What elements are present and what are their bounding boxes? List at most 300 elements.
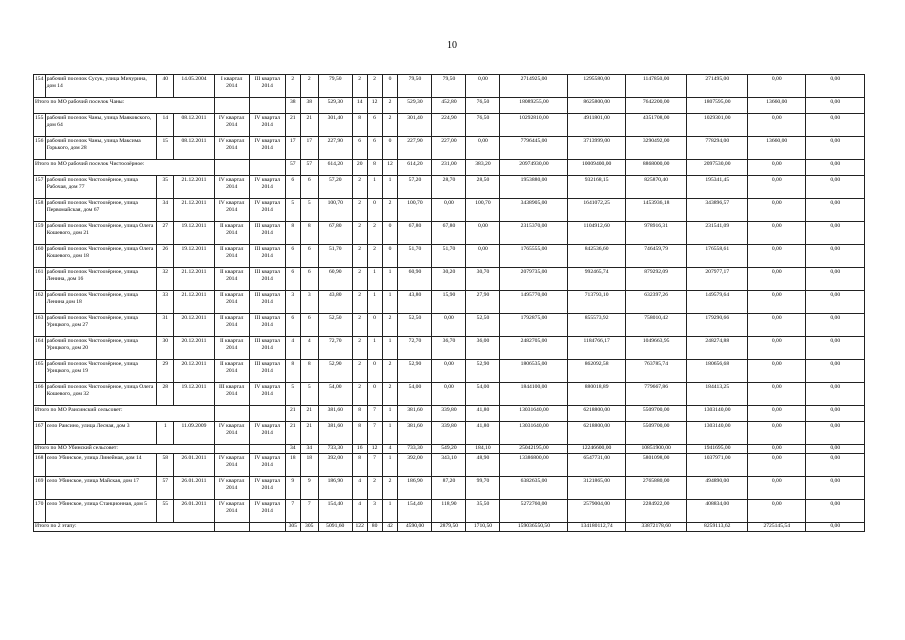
value-cell: 614,20: [398, 160, 432, 176]
value-cell: 3713999,00: [568, 137, 625, 160]
value-cell: 3: [367, 500, 382, 523]
value-cell: 0: [367, 383, 382, 406]
start-quarter-cell: II квартал 2014: [214, 268, 249, 291]
value-cell: 7: [367, 422, 382, 445]
value-cell: 301,40: [318, 114, 352, 137]
value-cell: 339,80: [432, 422, 466, 445]
total-label-cell: Итого по 2 этапу:: [34, 523, 215, 532]
value-cell: 3290492,00: [625, 137, 687, 160]
value-cell: 2: [382, 477, 398, 500]
value-cell: 52,50: [466, 314, 500, 337]
value-cell: 6: [285, 268, 300, 291]
value-cell: 2879,50: [432, 523, 466, 532]
value-cell: 763785,74: [625, 360, 687, 383]
value-cell: 34: [300, 445, 318, 454]
value-cell: 0,00: [748, 114, 806, 137]
value-cell: 0: [367, 199, 382, 222]
value-cell: 6: [285, 245, 300, 268]
value-cell: 186,90: [318, 477, 352, 500]
value-cell: 8868000,00: [625, 160, 687, 176]
value-cell: 13031640,00: [500, 406, 568, 422]
value-cell: 16: [352, 445, 367, 454]
table-row: [34, 477, 865, 500]
address-cell: село Убинское, улица Линейная, дом 14: [45, 454, 157, 477]
value-cell: 1295580,00: [568, 75, 625, 98]
value-cell: 1147850,00: [625, 75, 687, 98]
value-cell: 179290,66: [687, 314, 748, 337]
value-cell: 343,10: [432, 454, 466, 477]
value-cell: 1: [367, 291, 382, 314]
value-cell: 79,50: [398, 75, 432, 98]
value-cell: 186,90: [398, 477, 432, 500]
date-cell: 19.12.2011: [174, 245, 214, 268]
value-cell: 2765880,00: [625, 477, 687, 500]
value-cell: 2: [382, 114, 398, 137]
value-cell: 2: [367, 245, 382, 268]
value-cell: 8: [285, 360, 300, 383]
value-cell: 1: [382, 422, 398, 445]
value-cell: 0: [382, 245, 398, 268]
value-cell: 758010,42: [625, 314, 687, 337]
value-cell: 13386800,00: [500, 454, 568, 477]
value-cell: 2: [367, 75, 382, 98]
start-quarter-cell: II квартал 2014: [214, 245, 249, 268]
value-cell: 0,00: [748, 477, 806, 500]
doc-number-cell: 15: [157, 137, 174, 160]
address-cell: рабочий поселок Сусук, улица Мичурина, дом 14: [45, 75, 157, 98]
value-cell: 381,60: [398, 422, 432, 445]
value-cell: 0,00: [806, 454, 865, 477]
value-cell: 0,00: [748, 199, 806, 222]
table-row: [34, 176, 865, 199]
start-quarter-cell: IV квартал 2014: [214, 199, 249, 222]
date-cell: 26.01.2011: [174, 500, 214, 523]
row-number: 166: [34, 383, 46, 406]
value-cell: 57: [285, 160, 300, 176]
value-cell: 0,00: [748, 422, 806, 445]
table-total-row: [34, 98, 865, 114]
row-number: 161: [34, 268, 46, 291]
value-cell: 18089255,00: [500, 98, 568, 114]
value-cell: 2: [352, 314, 367, 337]
value-cell: 2: [352, 222, 367, 245]
value-cell: 0,00: [748, 268, 806, 291]
row-number: 165: [34, 360, 46, 383]
value-cell: 0,00: [806, 314, 865, 337]
row-number: 168: [34, 454, 46, 477]
value-cell: 0,00: [466, 75, 500, 98]
page-number: 10: [447, 40, 457, 51]
table-row: [34, 454, 865, 477]
table-row: [34, 360, 865, 383]
value-cell: 733,30: [318, 445, 352, 454]
end-quarter-cell: III квартал 2014: [249, 360, 285, 383]
row-number: 170: [34, 500, 46, 523]
value-cell: 0,00: [806, 383, 865, 406]
empty-cell: [249, 98, 285, 114]
value-cell: 0,00: [806, 114, 865, 137]
end-quarter-cell: IV квартал 2014: [249, 114, 285, 137]
value-cell: 8: [352, 454, 367, 477]
value-cell: 529,30: [318, 98, 352, 114]
value-cell: 118,90: [432, 500, 466, 523]
value-cell: 248274,88: [687, 337, 748, 360]
start-quarter-cell: IV квартал 2014: [214, 114, 249, 137]
value-cell: 0,00: [748, 222, 806, 245]
value-cell: 41,80: [466, 406, 500, 422]
value-cell: 67,80: [318, 222, 352, 245]
total-label-cell: Итого по МО Убинский сельсовет:: [34, 445, 215, 454]
empty-cell: [249, 160, 285, 176]
value-cell: 6: [285, 176, 300, 199]
value-cell: 0,00: [432, 314, 466, 337]
start-quarter-cell: IV квартал 2014: [214, 176, 249, 199]
value-cell: 6218800,00: [568, 422, 625, 445]
value-cell: 746459,79: [625, 245, 687, 268]
value-cell: 12246600,00: [568, 445, 625, 454]
value-cell: 0,00: [748, 383, 806, 406]
value-cell: 224,90: [432, 114, 466, 137]
table-row: [34, 314, 865, 337]
value-cell: 7: [367, 454, 382, 477]
value-cell: 0,00: [806, 523, 865, 532]
row-number: 154: [34, 75, 46, 98]
address-cell: рабочий поселок Чистоозёрное, улица Олега Кошевого, дом 21: [45, 222, 157, 245]
doc-number-cell: 29: [157, 360, 174, 383]
start-quarter-cell: II квартал 2014: [214, 337, 249, 360]
value-cell: 6: [300, 176, 318, 199]
value-cell: 7: [300, 500, 318, 523]
value-cell: 0: [367, 314, 382, 337]
value-cell: 8625800,00: [568, 98, 625, 114]
value-cell: 0,00: [806, 199, 865, 222]
address-cell: рабочий поселок Чистоозёрное, улица Рабочая, дом 77: [45, 176, 157, 199]
value-cell: 21: [285, 406, 300, 422]
address-cell: село Раисино, улица Лесная, дом 3: [45, 422, 157, 445]
row-number: 164: [34, 337, 46, 360]
date-cell: 19.12.2011: [174, 222, 214, 245]
value-cell: 778294,00: [687, 137, 748, 160]
value-cell: 0,00: [748, 445, 806, 454]
value-cell: 992465,74: [568, 268, 625, 291]
value-cell: 87,20: [432, 477, 466, 500]
date-cell: 20.12.2011: [174, 314, 214, 337]
end-quarter-cell: IV квартал 2014: [249, 422, 285, 445]
address-cell: рабочий поселок Чаны, улица Максима Горького, дом 28: [45, 137, 157, 160]
value-cell: 8: [367, 160, 382, 176]
value-cell: 18: [285, 454, 300, 477]
value-cell: 80: [367, 523, 382, 532]
value-cell: 1495770,00: [500, 291, 568, 314]
date-cell: 19.12.2011: [174, 383, 214, 406]
value-cell: 2482705,00: [500, 337, 568, 360]
value-cell: 12: [367, 98, 382, 114]
value-cell: 2: [352, 176, 367, 199]
value-cell: 2714925,00: [500, 75, 568, 98]
value-cell: 6: [300, 245, 318, 268]
end-quarter-cell: III квартал 2014: [249, 245, 285, 268]
value-cell: 7796445,00: [500, 137, 568, 160]
value-cell: 0,00: [806, 245, 865, 268]
value-cell: 57: [300, 160, 318, 176]
address-cell: рабочий поселок Чистоозёрное, улица Ленина, дом 16: [45, 268, 157, 291]
value-cell: 1641072,25: [568, 199, 625, 222]
value-cell: 51,70: [398, 245, 432, 268]
address-cell: село Убинское, улица Майская, дом 17: [45, 477, 157, 500]
value-cell: 18: [300, 454, 318, 477]
value-cell: 9: [285, 477, 300, 500]
value-cell: 6: [285, 314, 300, 337]
end-quarter-cell: III квартал 2014: [249, 222, 285, 245]
value-cell: 17: [285, 137, 300, 160]
empty-cell: [214, 445, 249, 454]
doc-number-cell: 31: [157, 314, 174, 337]
table-row: [34, 337, 865, 360]
value-cell: 408834,00: [687, 500, 748, 523]
value-cell: 2: [352, 268, 367, 291]
start-quarter-cell: IV квартал 2014: [214, 422, 249, 445]
value-cell: 52,90: [318, 360, 352, 383]
doc-number-cell: 27: [157, 222, 174, 245]
date-cell: 14.05.2004: [174, 75, 214, 98]
doc-number-cell: 32: [157, 268, 174, 291]
value-cell: 79,50: [318, 75, 352, 98]
value-cell: 60,90: [398, 268, 432, 291]
start-quarter-cell: IV квартал 2014: [214, 500, 249, 523]
total-label-cell: Итого по МО рабочий поселок Чистоозёрное:: [34, 160, 215, 176]
end-quarter-cell: III квартал 2014: [249, 291, 285, 314]
value-cell: 932168,15: [568, 176, 625, 199]
value-cell: 1303140,00: [687, 422, 748, 445]
value-cell: 57,20: [398, 176, 432, 199]
doc-number-cell: 58: [157, 454, 174, 477]
value-cell: 4590,00: [398, 523, 432, 532]
value-cell: 0,00: [432, 383, 466, 406]
value-cell: 2097530,00: [687, 160, 748, 176]
value-cell: 21: [285, 422, 300, 445]
doc-number-cell: 30: [157, 337, 174, 360]
value-cell: 176558,61: [687, 245, 748, 268]
value-cell: 0,00: [748, 176, 806, 199]
value-cell: 8: [285, 222, 300, 245]
value-cell: 1: [382, 337, 398, 360]
date-cell: 21.12.2011: [174, 176, 214, 199]
value-cell: 1: [382, 268, 398, 291]
end-quarter-cell: IV квартал 2014: [249, 454, 285, 477]
value-cell: 381,60: [318, 406, 352, 422]
row-number: 155: [34, 114, 46, 137]
value-cell: 99,70: [466, 477, 500, 500]
value-cell: 4: [352, 477, 367, 500]
value-cell: 8: [300, 360, 318, 383]
value-cell: 48,90: [466, 454, 500, 477]
empty-cell: [249, 445, 285, 454]
value-cell: 392,00: [398, 454, 432, 477]
value-cell: 28,70: [432, 176, 466, 199]
value-cell: 1941695,00: [687, 445, 748, 454]
value-cell: 180656,68: [687, 360, 748, 383]
row-number: 158: [34, 199, 46, 222]
value-cell: 0,00: [748, 406, 806, 422]
value-cell: 21: [300, 422, 318, 445]
value-cell: 27,90: [466, 291, 500, 314]
value-cell: 713793,10: [568, 291, 625, 314]
value-cell: 15,90: [432, 291, 466, 314]
value-cell: 2: [352, 75, 367, 98]
value-cell: 4: [285, 337, 300, 360]
end-quarter-cell: IV квартал 2014: [249, 176, 285, 199]
value-cell: 231,00: [432, 160, 466, 176]
value-cell: 0,00: [806, 98, 865, 114]
value-cell: 60,90: [318, 268, 352, 291]
row-number: 160: [34, 245, 46, 268]
value-cell: 0,00: [806, 422, 865, 445]
row-number: 159: [34, 222, 46, 245]
value-cell: 2: [382, 360, 398, 383]
value-cell: 35,50: [466, 500, 500, 523]
value-cell: 72,70: [318, 337, 352, 360]
value-cell: 1303140,00: [687, 406, 748, 422]
total-label-cell: Итого по МО рабочий поселок Чаны:: [34, 98, 215, 114]
value-cell: 52,50: [318, 314, 352, 337]
start-quarter-cell: I квартал 2014: [214, 75, 249, 98]
empty-cell: [249, 523, 285, 532]
value-cell: 54,00: [318, 383, 352, 406]
table-row: [34, 114, 865, 137]
value-cell: 100,70: [318, 199, 352, 222]
value-cell: 30,20: [432, 268, 466, 291]
date-cell: 26.01.2011: [174, 477, 214, 500]
date-cell: 11.09.2009: [174, 422, 214, 445]
value-cell: 2: [352, 337, 367, 360]
value-cell: 134180112,74: [568, 523, 625, 532]
value-cell: 0,00: [748, 245, 806, 268]
value-cell: 614,20: [318, 160, 352, 176]
value-cell: 2: [382, 383, 398, 406]
date-cell: 21.12.2011: [174, 291, 214, 314]
end-quarter-cell: IV квартал 2014: [249, 500, 285, 523]
end-quarter-cell: IV квартал 2014: [249, 199, 285, 222]
table-total-row: [34, 523, 865, 532]
value-cell: 21: [285, 114, 300, 137]
value-cell: 0,00: [466, 137, 500, 160]
value-cell: 1: [367, 268, 382, 291]
value-cell: 632397,26: [625, 291, 687, 314]
value-cell: 6: [300, 314, 318, 337]
value-cell: 52,90: [398, 360, 432, 383]
row-number: 156: [34, 137, 46, 160]
doc-number-cell: 33: [157, 291, 174, 314]
value-cell: 100,70: [466, 199, 500, 222]
date-cell: 20.12.2011: [174, 337, 214, 360]
value-cell: 52,90: [466, 360, 500, 383]
date-cell: 26.01.2011: [174, 454, 214, 477]
value-cell: 1953880,00: [500, 176, 568, 199]
row-number: 163: [34, 314, 46, 337]
value-cell: 33872178,60: [625, 523, 687, 532]
value-cell: 0,00: [806, 137, 865, 160]
value-cell: 28,50: [466, 176, 500, 199]
value-cell: 54,00: [398, 383, 432, 406]
value-cell: 10009400,00: [568, 160, 625, 176]
value-cell: 879292,09: [625, 268, 687, 291]
end-quarter-cell: III квартал 2014: [249, 75, 285, 98]
value-cell: 227,00: [432, 137, 466, 160]
row-number: 157: [34, 176, 46, 199]
value-cell: 13660,00: [748, 98, 806, 114]
address-cell: рабочий поселок Чистоозёрное, улица Первомайская, дом 67: [45, 199, 157, 222]
value-cell: 0,00: [748, 454, 806, 477]
value-cell: 0,00: [748, 314, 806, 337]
table-total-row: [34, 445, 865, 454]
value-cell: 4351708,00: [625, 114, 687, 137]
value-cell: 5091,60: [318, 523, 352, 532]
date-cell: 08.12.2011: [174, 137, 214, 160]
empty-cell: [214, 98, 249, 114]
start-quarter-cell: III квартал 2014: [214, 383, 249, 406]
value-cell: 0,00: [806, 477, 865, 500]
start-quarter-cell: IV квартал 2014: [214, 137, 249, 160]
value-cell: 1: [367, 176, 382, 199]
value-cell: 5509700,00: [625, 422, 687, 445]
date-cell: 08.12.2011: [174, 114, 214, 137]
value-cell: 1792875,00: [500, 314, 568, 337]
value-cell: 184413,25: [687, 383, 748, 406]
value-cell: 38: [300, 98, 318, 114]
value-cell: 0,00: [806, 500, 865, 523]
value-cell: 21: [300, 114, 318, 137]
table-row: [34, 383, 865, 406]
value-cell: 10851900,00: [625, 445, 687, 454]
value-cell: 305: [300, 523, 318, 532]
value-cell: 1453936,18: [625, 199, 687, 222]
value-cell: 1: [382, 500, 398, 523]
value-cell: 195341,45: [687, 176, 748, 199]
doc-number-cell: 26: [157, 245, 174, 268]
value-cell: 842536,60: [568, 245, 625, 268]
value-cell: 10292810,00: [500, 114, 568, 137]
value-cell: 1104912,60: [568, 222, 625, 245]
value-cell: 6: [367, 114, 382, 137]
value-cell: 41,80: [466, 422, 500, 445]
doc-number-cell: 28: [157, 383, 174, 406]
value-cell: 6547731,00: [568, 454, 625, 477]
value-cell: 12: [382, 160, 398, 176]
value-cell: 2: [382, 314, 398, 337]
value-cell: 6: [367, 137, 382, 160]
value-cell: 52,50: [398, 314, 432, 337]
start-quarter-cell: II квартал 2014: [214, 360, 249, 383]
value-cell: 0: [382, 75, 398, 98]
table-total-row: [34, 160, 865, 176]
value-cell: 5: [285, 383, 300, 406]
value-cell: 67,80: [398, 222, 432, 245]
table-row: [34, 245, 865, 268]
start-quarter-cell: II квартал 2014: [214, 291, 249, 314]
value-cell: 2: [352, 245, 367, 268]
value-cell: 6218800,00: [568, 406, 625, 422]
value-cell: 43,80: [318, 291, 352, 314]
doc-number-cell: 1: [157, 422, 174, 445]
value-cell: 1: [382, 406, 398, 422]
value-cell: 0,00: [806, 337, 865, 360]
value-cell: 207977,17: [687, 268, 748, 291]
value-cell: 9: [300, 477, 318, 500]
end-quarter-cell: III квартал 2014: [249, 314, 285, 337]
value-cell: 43,80: [398, 291, 432, 314]
value-cell: 1: [367, 337, 382, 360]
value-cell: 392,00: [318, 454, 352, 477]
